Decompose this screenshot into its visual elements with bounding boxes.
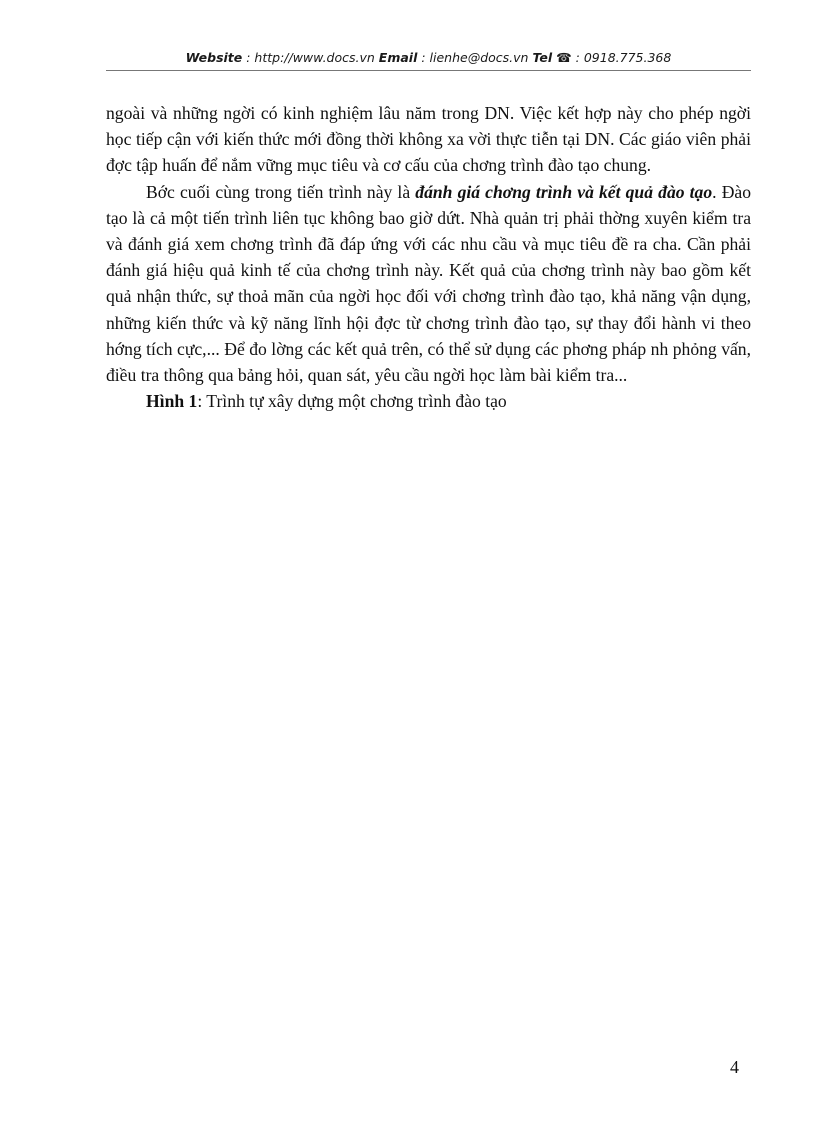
email-label: Email (378, 50, 418, 65)
paragraph-2 (106, 179, 751, 389)
document-body (106, 100, 751, 414)
paragraph-1: ngoài và những ngời có kinh nghiệm lâu năm trong DN. Việc kết hợp này cho phép ngời học tiếp cận với kiến thức mới đồng thời không xa vời thực tiễn tại DN. Các giáo viên phải đợc tập huấn để nắm vững mục tiêu và cơ cấu của chơng trình đào tạo chung. (106, 103, 751, 176)
website-url: : http://www.docs.vn (242, 50, 379, 65)
phone-icon: ☎ (556, 50, 572, 65)
figure-caption (106, 388, 751, 414)
page-header (106, 50, 751, 65)
email-address: : lienhe@docs.vn (417, 50, 533, 65)
paragraph-2-start: Bớc cuối cùng trong tiến trình này là (146, 181, 416, 202)
caption-label: Hình 1 (146, 391, 198, 412)
header-rule (106, 70, 751, 71)
tel-number: : 0918.775.368 (571, 50, 672, 65)
website-label: Website (185, 50, 243, 65)
page-number: 4 (730, 1057, 739, 1077)
caption-text: : Trình tự xây dựng một chơng trình đào tạo (197, 391, 507, 412)
paragraph-2-rest: . Đào tạo là cả một tiến trình liên tục không bao giờ dứt. Nhà quản trị phải thờng xuyên kiểm tra và đánh giá xem chơng trình đã đáp ứng với các nhu cầu và mục tiêu đề ra cha. Cần phải đánh giá hiệu quả kinh tế của chơng trình này. Kết quả của chơng trình này bao gồm kết quả nhận thức, sự thoả mãn của ngời học đối với chơng trình đào tạo, khả năng vận dụng, những kiến thức và kỹ năng lĩnh hội đợc từ chơng trình đào tạo, sự thay đổi hành vi theo hớng tích cực,... Để đo lờng các kết quả trên, có thể sử dụng các phơng pháp nh phỏng vấn, điều tra thông qua bảng hỏi, quan sát, yêu cầu ngời học làm bài kiểm tra... (106, 181, 752, 386)
tel-label: Tel (532, 50, 553, 65)
paragraph-2-emphasis: đánh giá chơng trình và kết quả đào tạo (415, 181, 713, 202)
